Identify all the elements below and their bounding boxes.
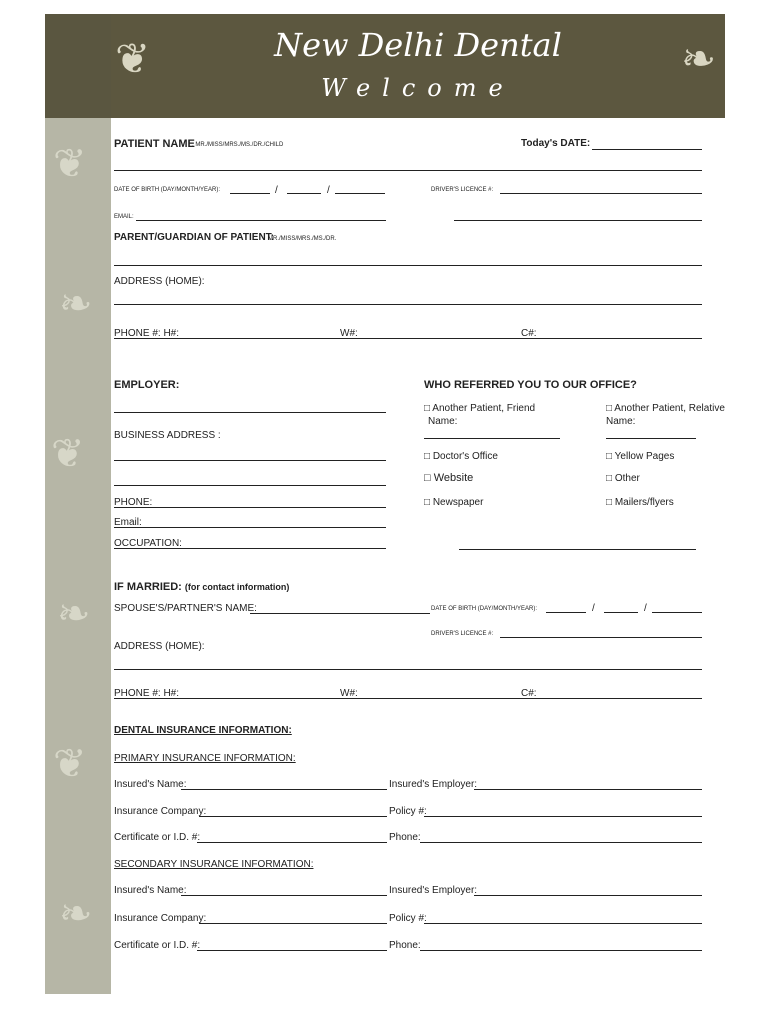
checkbox-another-patient-relative[interactable] (606, 403, 725, 414)
employer-phone-field[interactable] (114, 507, 386, 508)
sidebar-dark-block (45, 14, 111, 118)
primary-insured-employer-field[interactable] (474, 789, 702, 790)
checkbox-icon: □ (606, 403, 613, 414)
checkbox-other[interactable] (606, 473, 640, 484)
employer-email-field[interactable] (114, 527, 386, 528)
checkbox-doctors-office[interactable] (424, 451, 498, 462)
primary-certificate-label: Certificate or I.D. #: (114, 832, 201, 843)
primary-certificate-field[interactable] (197, 842, 387, 843)
patient-name-label: PATIENT NAME (114, 138, 195, 150)
form-header (111, 14, 725, 118)
employer-email-label: Email: (114, 517, 142, 528)
referral-other-field[interactable] (459, 549, 696, 550)
secondary-insured-employer-field[interactable] (474, 895, 702, 896)
secondary-policy-field[interactable] (424, 923, 702, 924)
primary-policy-field[interactable] (424, 816, 702, 817)
option-label: Another Patient, Friend (432, 403, 536, 414)
phone-field[interactable] (114, 338, 702, 339)
name-label: Name: (428, 416, 458, 427)
leaf-ornament-icon: ❦ (53, 141, 87, 187)
insurance-title: DENTAL INSURANCE INFORMATION: (114, 725, 292, 736)
spouse-name-field[interactable] (250, 613, 430, 614)
referral-friend-name-field[interactable] (424, 438, 560, 439)
spouse-licence-label: DRIVER'S LICENCE #: (431, 631, 494, 637)
option-label: Other (614, 473, 640, 484)
guardian-field[interactable] (114, 265, 702, 266)
dob-label: DATE OF BIRTH (DAY/MONTH/YEAR): (114, 187, 221, 193)
leaf-ornament-icon: ❧ (57, 591, 91, 637)
today-date-label: Today's DATE: (521, 138, 591, 149)
primary-insured-employer-label: Insured's Employer: (389, 779, 478, 790)
licence-field[interactable] (500, 193, 702, 194)
spouse-phone-home-label: PHONE #: H#: (114, 688, 180, 699)
spouse-address-field[interactable] (114, 669, 702, 670)
phone-work-label: W#: (340, 328, 358, 339)
secondary-certificate-field[interactable] (197, 950, 387, 951)
secondary-insured-name-field[interactable] (181, 895, 387, 896)
dob-separator: / (327, 185, 330, 196)
checkbox-icon: □ (424, 497, 431, 508)
address-label: ADDRESS (HOME): (114, 276, 205, 287)
primary-insurance-title: PRIMARY INSURANCE INFORMATION: (114, 753, 296, 764)
married-heading: IF MARRIED: (114, 581, 182, 593)
checkbox-yellow-pages[interactable] (606, 451, 674, 462)
checkbox-icon: □ (424, 451, 431, 462)
address-field[interactable] (114, 304, 702, 305)
spouse-dob-month-field[interactable] (604, 612, 638, 613)
primary-company-label: Insurance Company: (114, 806, 207, 817)
patient-name-hint: : MR./MISS/MRS./MS./DR./CHILD (192, 142, 284, 148)
business-address-field-2[interactable] (114, 485, 386, 486)
checkbox-icon: □ (424, 472, 431, 484)
licence-label: DRIVER'S LICENCE #: (431, 187, 494, 193)
primary-phone-field[interactable] (420, 842, 702, 843)
dob-month-field[interactable] (287, 193, 321, 194)
leaf-ornament-icon: ❧ (59, 891, 93, 937)
checkbox-icon: □ (606, 473, 613, 484)
checkbox-another-patient-friend[interactable] (424, 403, 535, 414)
primary-company-field[interactable] (199, 816, 387, 817)
occupation-field[interactable] (114, 548, 386, 549)
checkbox-newspaper[interactable] (424, 497, 483, 508)
secondary-insured-employer-label: Insured's Employer: (389, 885, 478, 896)
secondary-company-label: Insurance Company: (114, 913, 207, 924)
primary-insured-name-label: Insured's Name: (114, 779, 187, 790)
extra-field[interactable] (454, 220, 702, 221)
option-label: Newspaper (432, 497, 484, 508)
spouse-dob-year-field[interactable] (652, 612, 702, 613)
practice-name: New Delhi Dental (274, 26, 562, 64)
secondary-insured-name-label: Insured's Name: (114, 885, 187, 896)
spouse-dob-day-field[interactable] (546, 612, 586, 613)
checkbox-icon: □ (606, 451, 613, 462)
option-label: Another Patient, Relative (614, 403, 725, 414)
leaf-ornament-icon: ❦ (115, 34, 151, 83)
email-label: EMAIL: (114, 214, 134, 220)
guardian-hint: MR./MISS/MRS./MS./DR. (268, 236, 337, 242)
secondary-phone-field[interactable] (420, 950, 702, 951)
leaf-ornament-icon: ❧ (681, 34, 717, 83)
spouse-name-label: SPOUSE'S/PARTNER'S NAME: (114, 603, 257, 614)
dob-separator: / (592, 603, 595, 614)
decorative-sidebar (45, 14, 111, 994)
employer-phone-label: PHONE: (114, 497, 153, 508)
primary-policy-label: Policy #: (389, 806, 427, 817)
checkbox-icon: □ (606, 497, 613, 508)
employer-label: EMPLOYER: (114, 379, 180, 391)
spouse-address-label: ADDRESS (HOME): (114, 641, 205, 652)
dob-day-field[interactable] (230, 193, 270, 194)
spouse-phone-cell-label: C#: (521, 688, 537, 699)
checkbox-mailers[interactable] (606, 497, 674, 508)
guardian-label: PARENT/GUARDIAN OF PATIENT: (114, 232, 274, 243)
secondary-policy-label: Policy #: (389, 913, 427, 924)
secondary-phone-label: Phone: (389, 940, 421, 951)
name-label: Name: (606, 416, 636, 427)
spouse-phone-work-label: W#: (340, 688, 358, 699)
patient-name-field[interactable] (114, 170, 702, 171)
phone-cell-label: C#: (521, 328, 537, 339)
option-label: Yellow Pages (614, 451, 675, 462)
primary-insured-name-field[interactable] (181, 789, 387, 790)
business-address-label: BUSINESS ADDRESS : (114, 430, 221, 441)
email-field[interactable] (136, 220, 386, 221)
dob-year-field[interactable] (335, 193, 385, 194)
referral-question: WHO REFERRED YOU TO OUR OFFICE? (424, 379, 637, 391)
welcome-text: Welcome (321, 74, 515, 102)
secondary-certificate-label: Certificate or I.D. #: (114, 940, 201, 951)
today-date-field[interactable] (592, 149, 702, 150)
secondary-insurance-title: SECONDARY INSURANCE INFORMATION: (114, 859, 314, 870)
employer-field[interactable] (114, 412, 386, 413)
leaf-ornament-icon: ❦ (53, 741, 87, 787)
business-address-field[interactable] (114, 460, 386, 461)
spouse-licence-field[interactable] (500, 637, 702, 638)
secondary-company-field[interactable] (199, 923, 387, 924)
dob-separator: / (275, 185, 278, 196)
checkbox-icon: □ (424, 403, 431, 414)
spouse-phone-field[interactable] (114, 698, 702, 699)
leaf-ornament-icon: ❧ (59, 281, 93, 327)
option-label: Mailers/flyers (614, 497, 674, 508)
referral-relative-name-field[interactable] (606, 438, 696, 439)
dob-separator: / (644, 603, 647, 614)
spouse-dob-label: DATE OF BIRTH (DAY/MONTH/YEAR): (431, 606, 538, 612)
option-label: Doctor's Office (432, 451, 498, 462)
married-note: (for contact information) (184, 582, 290, 592)
phone-home-label: PHONE #: H#: (114, 328, 180, 339)
checkbox-website[interactable] (424, 472, 473, 484)
married-label (114, 581, 289, 593)
occupation-label: OCCUPATION: (114, 538, 182, 549)
primary-phone-label: Phone: (389, 832, 421, 843)
leaf-ornament-icon: ❦ (51, 431, 85, 477)
option-label: Website (433, 472, 474, 484)
